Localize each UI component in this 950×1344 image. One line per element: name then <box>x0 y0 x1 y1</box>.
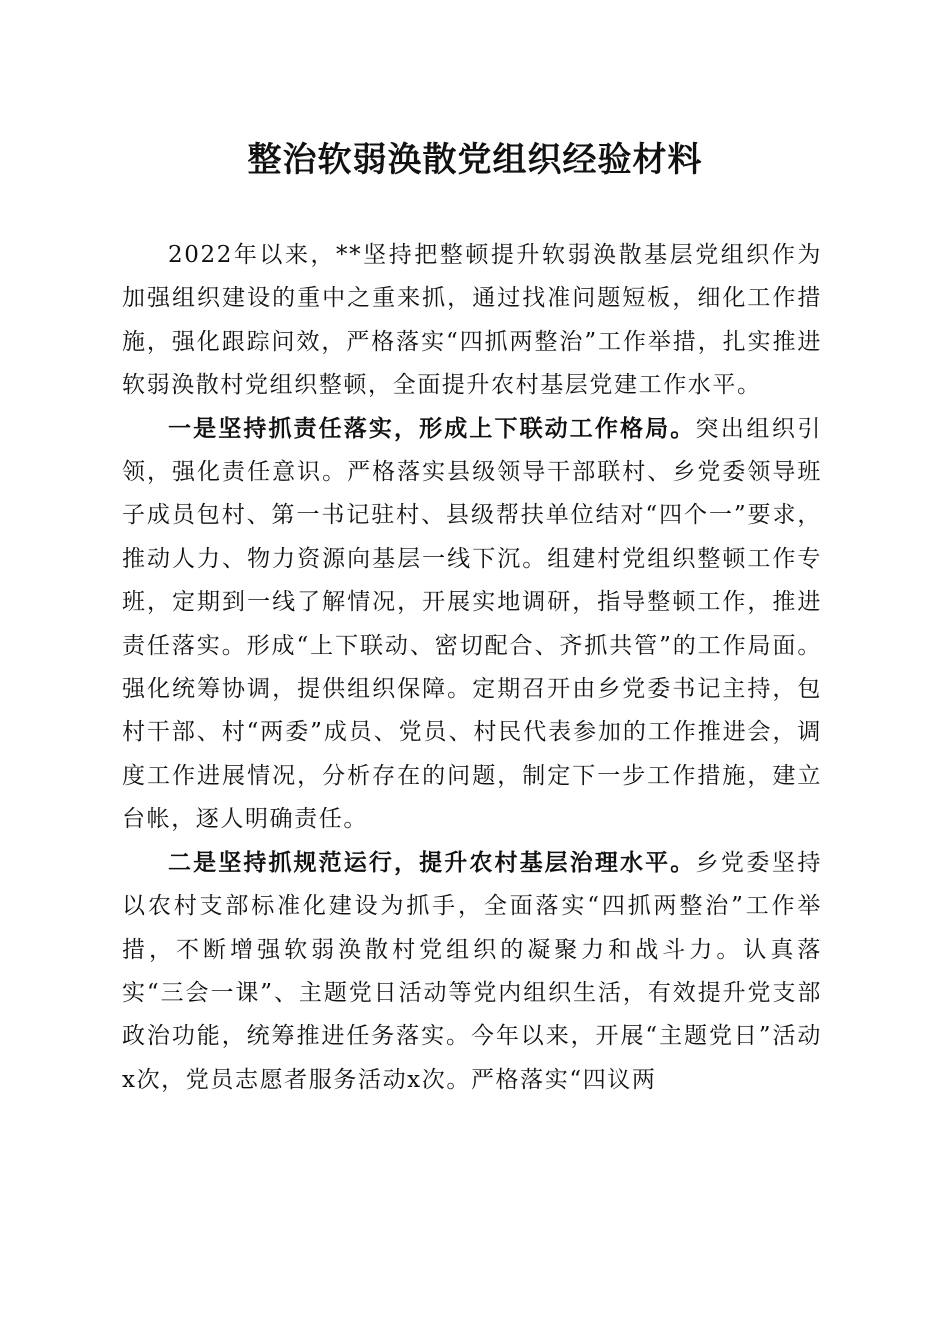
paragraph-operation <box>122 842 822 1102</box>
paragraph-heading: 二是坚持抓规范运行，提升农村基层治理水平。 <box>168 849 696 876</box>
paragraph-responsibility <box>122 408 822 842</box>
paragraph-intro <box>122 234 822 408</box>
paragraph-text: 乡党委坚持以农村支部标准化建设为抓手，全面落实“四抓两整治”工作举措，不断增强软弱涣散村党组织的凝聚力和战斗力。认真落实“三会一课”、主题党日活动等党内组织生活，有效提升党支部政治功能，统筹推进任务落实。今年以来，开展“主题党日”活动x次，党员志愿者服务活动x次。严格落实“四议两 <box>122 849 823 1093</box>
document-title: 整治软弱涣散党组织经验材料 <box>247 140 703 180</box>
paragraph-heading: 一是坚持抓责任落实，形成上下联动工作格局。 <box>168 415 696 442</box>
paragraph-text: 2022年以来，**坚持把整顿提升软弱涣散基层党组织作为加强组织建设的重中之重来抓，通过找准问题短板，细化工作措施，强化跟踪问效，严格落实“四抓两整治”工作举措，扎实推进软弱涣散村党组织整顿，全面提升农村基层党建工作水平。 <box>122 242 822 399</box>
document-body <box>122 234 822 1102</box>
paragraph-text: 突出组织引领，强化责任意识。严格落实县级领导干部联村、乡党委领导班子成员包村、第一书记驻村、县级帮扶单位结对“四个一”要求，推动人力、物力资源向基层一线下沉。组建村党组织整顿工作专班，定期到一线了解情况，开展实地调研，指导整顿工作，推进责任落实。形成“上下联动、密切配合、齐抓共管”的工作局面。强化统筹协调，提供组织保障。定期召开由乡党委书记主持，包村干部、村“两委”成员、党员、村民代表参加的工作推进会，调度工作进展情况，分析存在的问题，制定下一步工作措施，建立台帐，逐人明确责任。 <box>122 415 823 833</box>
